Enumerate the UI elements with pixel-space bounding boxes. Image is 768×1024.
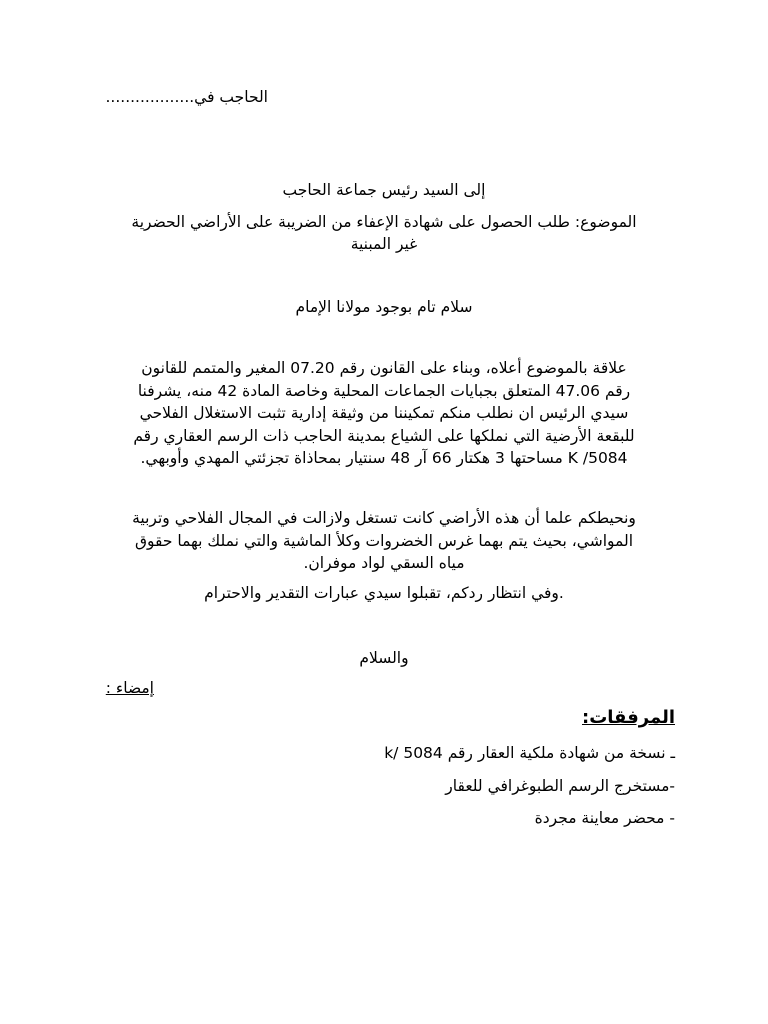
attachments-title: المرفقات: (582, 707, 675, 728)
body-paragraph-1-line: K /5084 مساحتها 3 هكتار 66 آر 48 سنتيار بمحاذاة تجزئتي المهدي وأوبهي. (140, 449, 628, 467)
salutation-line: والسلام (359, 649, 409, 667)
body-paragraph-1-line: علاقة بالموضوع أعلاه، وبناء على القانون رقم 07.20 المغير والمتمم للقانون (141, 359, 627, 377)
attachment-item: - محضر معاينة مجردة (534, 809, 675, 827)
body-paragraph-2-line: مياه السقي لواد موفران. (303, 554, 465, 572)
body-paragraph-1-line: للبقعة الأرضية التي نملكها على الشياع بمدينة الحاجب ذات الرسم العقاري رقم (133, 426, 635, 445)
body-paragraph-2 (92, 507, 676, 575)
closing-line: .وفي انتظار ردكم، تقبلوا سيدي عبارات التقدير والاحترام (204, 584, 564, 602)
body-paragraph-1 (92, 357, 676, 470)
body-paragraph-2-line: المواشي، بحيث يتم بهما غرس الخضروات وكلأ الماشية والتي نملك بهما حقوق (134, 531, 634, 550)
signature-label: إمضاء : (105, 679, 154, 697)
subject-line-1: الموضوع: طلب الحصول على شهادة الإعفاء من الضريبة على الأراضي الحضرية (131, 213, 637, 231)
subject-line-2: غير المبنية (350, 235, 418, 253)
place-date-line: الحاجب في.................. (105, 88, 268, 106)
subject-block (92, 211, 676, 255)
attachment-item: ـ نسخة من شهادة ملكية العقار رقم 5084 /k (384, 744, 675, 762)
attachment-item: -مستخرج الرسم الطبوغرافي للعقار (445, 777, 675, 795)
body-paragraph-1-line: رقم 47.06 المتعلق بجبايات الجماعات المحلية وخاصة المادة 42 منه، يشرفنا (137, 381, 631, 400)
body-paragraph-2-line: ونحيطكم علما أن هذه الأراضي كانت تستغل ولازالت في المجال الفلاحي وتربية (132, 509, 636, 527)
body-paragraph-1-line: سيدي الرئيس ان نطلب منكم تمكيننا من وثيقة إدارية تثبت الاستغلال الفلاحي (139, 404, 629, 422)
greeting-line: سلام تام بوجود مولانا الإمام (295, 298, 473, 316)
recipient-line: إلى السيد رئيس جماعة الحاجب (282, 181, 486, 199)
